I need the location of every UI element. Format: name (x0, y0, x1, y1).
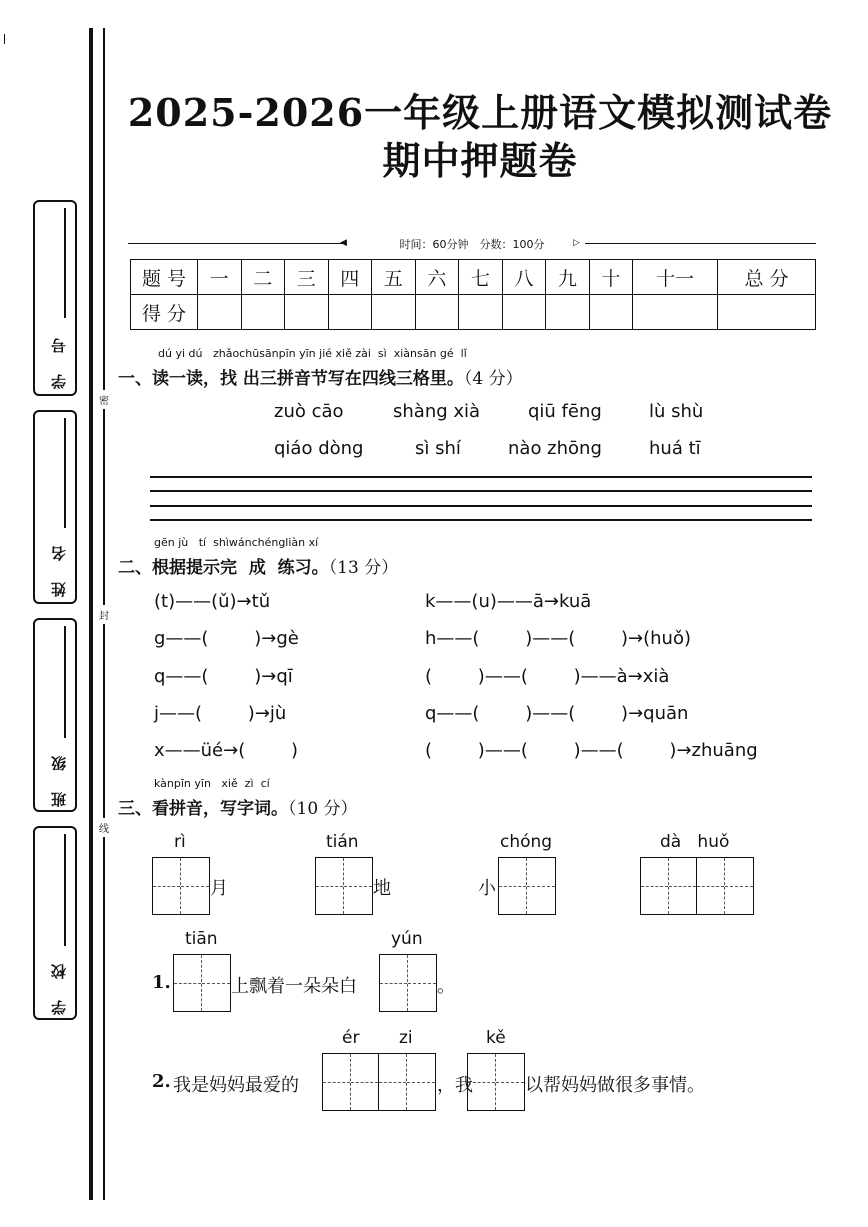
grid-prefix: 小 (478, 878, 496, 899)
student-name-label: 姓 名 (50, 538, 68, 598)
sentence-number: 2. (152, 1071, 171, 1092)
exercise-item: h——( )——( )→(huǒ) (425, 628, 692, 649)
writing-grid[interactable] (467, 1053, 525, 1111)
score-cell[interactable] (459, 295, 503, 330)
school-label: 学 校 (50, 956, 68, 1016)
school-field[interactable] (64, 834, 66, 946)
score-col-4: 四 (328, 260, 372, 295)
writing-grid[interactable] (315, 857, 373, 915)
score-cell[interactable] (717, 295, 815, 330)
page-title: 2025-2026一年级上册语文模拟测试卷 (127, 90, 833, 135)
sentence-end: 。 (437, 976, 455, 997)
pinyin-word: sì shí (415, 438, 461, 459)
exam-info: 时间：60分钟 分数：100分 (399, 238, 545, 251)
score-col-2: 二 (241, 260, 285, 295)
binding-line-thick (89, 28, 93, 1200)
sentence-number: 1. (152, 972, 171, 993)
pinyin-word: qiū fēng (528, 401, 602, 422)
score-col-10: 十 (589, 260, 633, 295)
writing-grid[interactable] (322, 1053, 436, 1111)
score-cell[interactable] (328, 295, 372, 330)
grid-pinyin: tiān (185, 929, 218, 949)
pinyin-word: qiáo dòng (274, 438, 364, 459)
score-cell[interactable] (502, 295, 546, 330)
grid-pinyin: kě (486, 1028, 506, 1048)
writing-grid[interactable] (640, 857, 754, 915)
section2-points: （13 分） (328, 558, 399, 578)
score-col-3: 三 (285, 260, 329, 295)
section2-pinyin: gēn jù tí shìwánchéngliàn xí (154, 536, 319, 549)
pinyin-word: shàng xià (393, 401, 481, 422)
score-cell[interactable] (198, 295, 242, 330)
grid-pinyin: chóng (500, 832, 553, 852)
section3-title-text: 三、看拼音，写字词。 (118, 799, 288, 819)
section3-pinyin: kànpīn yīn xiě zì cí (154, 777, 270, 790)
score-cell[interactable] (372, 295, 416, 330)
section1-title (118, 364, 523, 389)
corner-mark (4, 34, 5, 44)
writing-grid[interactable] (173, 954, 231, 1012)
grid-pinyin: zi (399, 1028, 413, 1048)
student-id-field[interactable] (64, 208, 66, 318)
score-cell[interactable] (589, 295, 633, 330)
section1-title-text: 一、读一读，找 出三拼音节写在四线三格里。 (118, 369, 464, 389)
score-col-5: 五 (372, 260, 416, 295)
exercise-item: g——( )→gè (154, 628, 299, 649)
exercise-item: (t)——(ǔ)→tǔ (154, 591, 271, 612)
grid-pinyin: tián (326, 832, 359, 852)
score-table (130, 259, 816, 330)
score-cell[interactable] (241, 295, 285, 330)
section2-title-text: 二、根据提示完 成 练习。 (118, 558, 329, 578)
score-col-11: 十一 (633, 260, 718, 295)
page-subtitle: 期中押题卷 (382, 138, 578, 183)
binding-marker-mi: 密 (99, 390, 109, 409)
pinyin-word: zuò cāo (274, 401, 344, 422)
exercise-item: q——( )——( )→quān (425, 703, 689, 724)
score-cell[interactable] (633, 295, 718, 330)
score-col-6: 六 (415, 260, 459, 295)
exercise-item: q——( )→qī (154, 666, 293, 687)
exercise-item: j——( )→jù (154, 703, 287, 724)
writing-grid[interactable] (152, 857, 210, 915)
section1-pinyin: dú yi dú zhǎochūsānpīn yīn jié xiě zài sì xiànsān gé lǐ (158, 347, 467, 360)
score-col-total: 总 分 (717, 260, 815, 295)
sentence-text: 上飘着一朵朵白 (231, 976, 357, 997)
grid-suffix: 地 (373, 878, 391, 899)
grid-pinyin: dà huǒ (660, 832, 730, 852)
exercise-item: x——üé→( ) (154, 740, 299, 761)
section3-points: （10 分） (288, 799, 358, 819)
exercise-item: ( )——( )——à→xià (425, 666, 670, 687)
grid-pinyin: yún (391, 929, 423, 949)
exercise-item: ( )——( )——( )→zhuāng (425, 740, 758, 761)
student-class-label: 班 级 (50, 748, 68, 808)
pinyin-word: huá tī (649, 438, 701, 459)
grid-suffix: 月 (210, 878, 228, 899)
pinyin-word: nào zhōng (508, 438, 602, 459)
score-cell[interactable] (285, 295, 329, 330)
section3-title (118, 794, 358, 819)
student-name-field[interactable] (64, 418, 66, 528)
binding-marker-feng: 封 (99, 605, 109, 624)
section1-points: （4 分） (463, 369, 523, 389)
sentence-end: 以帮妈妈做很多事情。 (525, 1075, 705, 1096)
grid-pinyin: ér (342, 1028, 360, 1048)
score-table-row-label: 得 分 (131, 295, 198, 330)
exercise-item: k——(u)——ā→kuā (425, 591, 592, 612)
writing-grid[interactable] (498, 857, 556, 915)
student-id-label: 学 号 (50, 330, 68, 390)
score-table-score-row (131, 295, 816, 330)
score-cell[interactable] (415, 295, 459, 330)
sentence-text: 我是妈妈最爱的 (173, 1075, 299, 1096)
student-class-field[interactable] (64, 626, 66, 738)
score-col-1: 一 (198, 260, 242, 295)
score-col-7: 七 (459, 260, 503, 295)
writing-grid[interactable] (379, 954, 437, 1012)
exam-info-bar: ◀ 时间：60分钟 分数：100分 ▷ (128, 236, 816, 250)
score-table-header-row (131, 260, 816, 295)
pinyin-word: lù shù (649, 401, 704, 422)
score-col-9: 九 (546, 260, 590, 295)
score-col-8: 八 (502, 260, 546, 295)
grid-pinyin: rì (174, 832, 186, 852)
section2-title (118, 553, 398, 578)
score-table-header-label: 题 号 (131, 260, 198, 295)
sentence-text: ，我 (437, 1075, 473, 1096)
score-cell[interactable] (546, 295, 590, 330)
binding-marker-xian: 线 (99, 818, 109, 837)
